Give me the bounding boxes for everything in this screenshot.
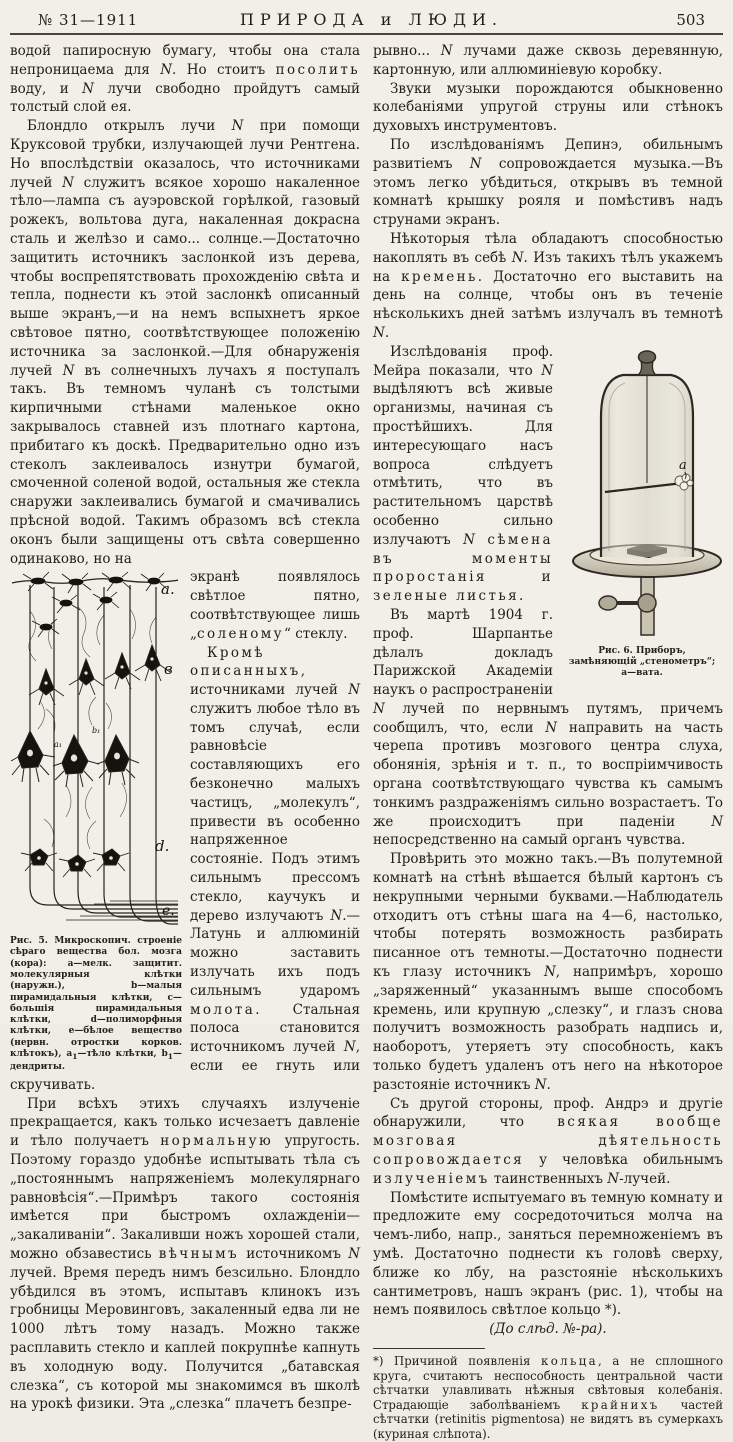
right-column <box>373 42 723 1442</box>
figure5-label-b: в <box>164 660 173 679</box>
paragraph: Провѣрить это можно такъ.—Въ полутемной комнатѣ на стѣнѣ вѣшается бѣлый картонъ съ некрупными черными буквами.—Наблюдатель отходитъ отъ стѣны шага на 4—6, настолько, чтобы потерять возможность разбирать писанное отъ темноты.—Достаточно поднести къ глазу источникъ N, напримѣръ, хорошо „заряженный“ указаннымъ выше способомъ кремень, или крупную „слезку“, и глазъ снова получитъ возможность разобрать надпись и, наоборотъ, утеряетъ эту способность, какъ только будетъ удаленъ отъ него на нѣкоторое разстояніе источникъ N. <box>373 851 723 1093</box>
figure5-label-e: e. <box>162 903 175 920</box>
paragraph: Съ другой стороны, проф. Андрэ и другіе обнаружили, что всякая вообще мозговая дѣятельность сопровождается у человѣка обильнымъ излученіемъ таинственныхъ N-лучей. <box>373 1095 723 1187</box>
figure6-caption: Рис. 6. Приборъ, замѣняющій „стенометръ“; а—вата. <box>568 645 716 679</box>
dome-knob <box>638 351 656 375</box>
figure6-label-a: a <box>679 457 687 473</box>
screw-handle <box>599 596 617 610</box>
figure-neurons <box>10 571 182 1073</box>
issue-number: № 31—1911 <box>38 11 139 29</box>
figure6-wrap-region <box>373 343 723 1339</box>
figure5-caption: Рис. 5. Микроскопич. строеніе сѣраго вещества бол. мозга (кора): а—мелк. защитит. молекулярныя клѣтки (наружн.), b—малыя пирамидальныя клѣтки, с—большія пирамидальныя клѣтки, d—полиморфныя клѣтки, е—бѣлое вещество (нервн. отростки корков. клѣтокъ), $a_1—тѣло$ клѣтки, $b_1—дендриты$. <box>10 936 183 1073</box>
bell-jar-diagram <box>561 345 723 637</box>
paragraph: Въ мартѣ 1904 г. проф. Шарпантье дѣлалъ докладъ Парижской Академіи наукъ о распространеніи N лучей по нервнымъ путямъ, причемъ сообщилъ, что, если N направить на часть черепа противъ мозгового центра слуха, обонянія, зрѣнія и т. п., то воспріимчивость органа соотвѣтствующаго чувства къ самымъ тонкимъ раздраженіямъ сильно возрастаетъ. То же происходитъ при паденіи N непосредственно на самый органъ чувства. <box>373 606 723 849</box>
paragraph: При всѣхъ этихъ случаяхъ излученіе прекращается, какъ только исчезаетъ давленіе и тѣло получаетъ нормальную упругость. Поэтому гораздо удобнѣе испытывать тѣла съ „постояннымъ напряженіемъ молекулярнаго равновѣсія“.—Примѣръ такого состоянія имѣется при быстромъ охлажденіи—„закаливаніи“. Закаливши ножъ хорошей стали, можно обзавестись вѣчнымъ источникомъ N лучей. Время передъ нимъ безсильно. Блондло убѣдился въ этомъ, испытавъ клинокъ изъ гробницы Меровинговъ, закаленный едва ли не 1000 лѣтъ тому назадъ. Можно также расплавить стекло и каплей покрупнѣе капнуть въ холодную воду. Получится „батавская слезка“, съ которой мы знакомимся въ школѣ на урокѣ физики. Эта „слезка“ плачетъ безпре- <box>10 1095 360 1413</box>
figure5-wrap-region <box>10 568 360 1414</box>
figure5-label-b1: b₁ <box>92 726 101 736</box>
paragraph: Помѣстите испытуемаго въ темную комнату и предложите ему сосредоточиться молча на чемъ-либо, напр., заняться перемноженіемъ въ умѣ. Достаточно поднести къ головѣ сверху, ближе ко лбу, на разстояніе нѣсколькихъ сантиметровъ, нашъ экранъ (рис. 1), чтобы на немъ появилось свѣтлое кольцо *). <box>373 1189 723 1319</box>
small-pyramidal-cells <box>29 645 170 705</box>
paragraph: Звуки музыки порождаются обыкновенно колебаніями упругой струны или стѣнокъ духовыхъ инструментовъ. <box>373 80 723 135</box>
page-number: 503 <box>676 11 705 29</box>
to-be-continued-note: (До слѣд. №-ра). <box>489 1321 607 1338</box>
text-columns <box>10 42 723 1442</box>
paragraph: По изслѣдованіямъ Депинэ, обильнымъ развитіемъ N сопровождается музыка.—Въ этомъ легко убѣдиться, открывъ въ темной комнатѣ крышку рояля и помѣстивъ надъ струнами экранъ. <box>373 136 723 229</box>
paragraph: Блондло открылъ лучи N при помощи Круксовой трубки, излучающей лучи Рентгена. Но впослѣдствіи оказалось, что источниками лучей N служитъ всякое хорошо накаленное тѣло—лампа съ ауэровской горѣлкой, газовый рожекъ, вольтова дуга, накаленная докрасна сталь и желѣзо и само... солнце.—Достаточно защитить источникъ заслонкой изъ дерева, чтобы воспрепятствовать прохожденію свѣта и тепла, поднести къ этой заслонкѣ описанный выше экранъ,—и на немъ вспыхнетъ яркое свѣтовое пятно, соотвѣтствующее положенію источника за заслонкой.—Для обнаруженія лучей N въ солнечныхъ лучахъ я поступалъ такъ. Въ темномъ чуланѣ съ толстыми кирпичными стѣнами маленькое окно закрывалось ставней изъ плотнаго картона, прибитаго къ доскѣ. Предварительно одно изъ стеколъ заклеивалось изнутри бумагой, смоченной соленой водой, остальныя же стекла снаружи заклеивались бумагой и смачивались прѣсной водой. Такимъ образомъ всѣ стекла оконъ были защищены отъ свѣта совершенно одинаково, но на <box>10 118 360 567</box>
figure5-label-d: d. <box>155 837 170 856</box>
paragraph: Изслѣдованія проф. Мейра показали, что N выдѣляютъ всѣ живые организмы, начиная съ простѣйшихъ. Для интересующаго насъ вопроса слѣдуетъ отмѣтить, что въ растительномъ царствѣ особенно сильно излучаютъ N сѣмена въ моменты проростанія и зеленые листья. <box>373 343 553 605</box>
paragraph: Кромѣ описанныхъ, источниками лучей N служитъ любое тѣло въ томъ случаѣ, если равновѣсіе составляющихъ его безконечно малыхъ частицъ, „молекулъ“, привести въ особенно напряженное состояніе. Подъ этимъ сильнымъ прессомъ стекло, каучукъ и дерево излучаютъ N.—Латунь и аллюминій можно заставить излучать ихъ подъ сильнымъ ударомъ молота. Стальная полоса становится источникомъ лучей N, если ее гнуть или скручивать. <box>10 644 360 1093</box>
paragraph: экранѣ появлялось свѣтлое пятно, соотвѣтствующее лишь „соленому“ стеклу. <box>190 569 360 642</box>
figure5-label-a1: a₁ <box>54 740 62 750</box>
magazine-title: ПРИРОДА и ЛЮДИ. <box>239 10 503 29</box>
figure5-label-a: a. <box>161 580 175 599</box>
footnote-text: *) Причиной появленія кольца, а не сплошного круга, считаютъ неспособность центральной части сѣтчатки улавливать нѣжныя свѣтовыя колебанія. Страдающіе заболѣваніемъ крайнихъ частей сѣтчатки (retinitis pigmentosa) не видятъ въ сумеркахъ (куриная слѣпота). <box>373 1353 723 1441</box>
screw-nut <box>638 594 656 612</box>
paragraph: Нѣкоторыя тѣла обладаютъ способностью накоплять въ себѣ N. Изъ такихъ тѣлъ укажемъ на кремень. Достаточно его выставить на день на солнце, чтобы онъ въ теченіе нѣсколькихъ дней затѣмъ излучалъ въ темнотѣ N. <box>373 230 723 341</box>
header-rule <box>10 33 723 35</box>
paragraph: рывно... N лучами даже сквозь деревянную, картонную, или аллюминіевую коробку. <box>373 43 723 78</box>
left-column <box>10 42 360 1442</box>
neuron-diagram <box>10 571 180 927</box>
paragraph: водой папиросную бумагу, чтобы она стала непроницаема для N. Но стоитъ посолить воду, и N лучи свободно пройдутъ самый толстый слой ея. <box>10 43 360 116</box>
footnote <box>373 1354 723 1442</box>
footnote-rule <box>373 1348 485 1349</box>
polymorphic-cells <box>21 849 129 877</box>
figure-bell-jar <box>561 345 723 680</box>
masthead <box>10 8 723 32</box>
